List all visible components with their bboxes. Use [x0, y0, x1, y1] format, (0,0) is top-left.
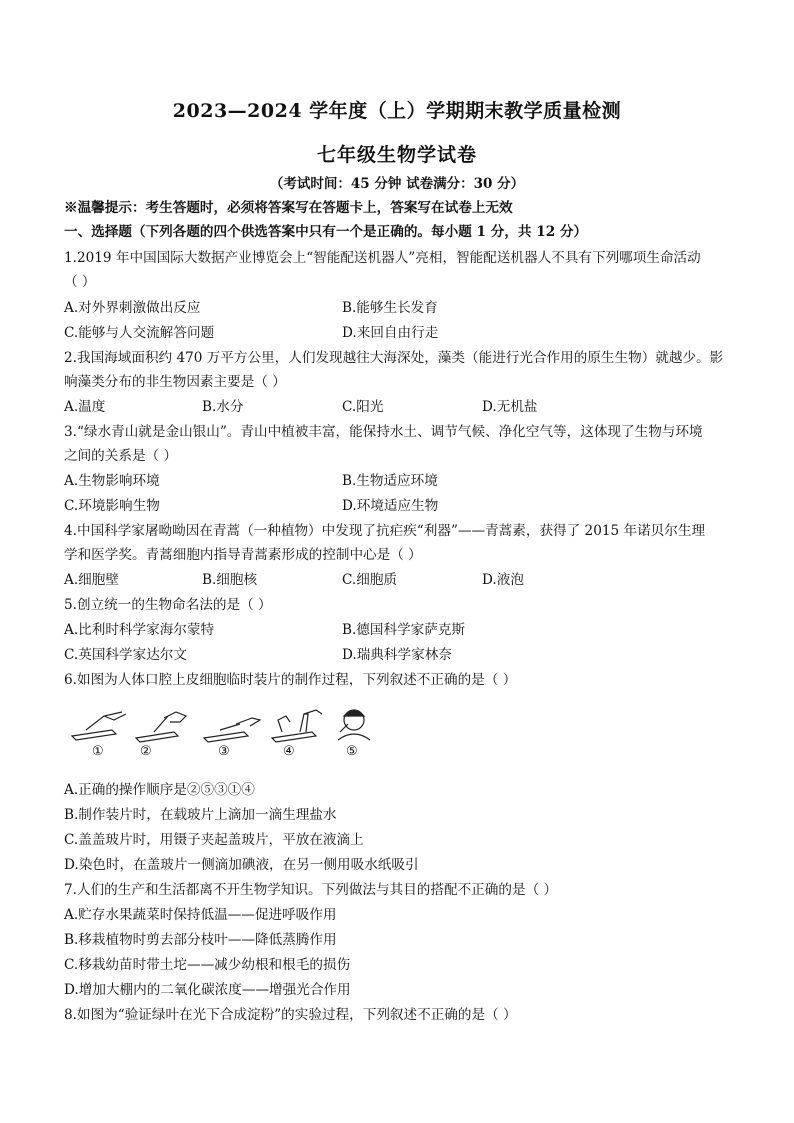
q2-option-c: C.阳光 [342, 399, 384, 415]
question-4-line-2: 学和医学奖。青蒿细胞内指导青蒿素形成的控制中心是（ ） [64, 547, 422, 563]
q3-option-c: C.环境影响生物 [64, 498, 160, 514]
q5-option-a: A.比利时科学家海尔蒙特 [64, 622, 215, 638]
question-1-line-2: （ ） [64, 274, 96, 290]
question-7-line-1: 7.人们的生产和生活都离不开生物学知识。下列做法与其目的搭配不正确的是（ ） [64, 882, 558, 898]
q7-option-c: C.移栽幼苗时带土坨——减少幼根和根毛的损伤 [64, 957, 351, 973]
step-1-drawing [72, 712, 126, 740]
step-4-drawing [272, 710, 322, 742]
q6-option-d: D.染色时，在盖玻片一侧滴加碘液，在另一侧用吸水纸吸引 [64, 857, 419, 873]
exam-title: 2023—2024 学年度（上）学期期末教学质量检测 [172, 100, 622, 122]
q7-option-a: A.贮存水果蔬菜时保持低温——促进呼吸作用 [64, 907, 337, 923]
figure-label-4: ④ [283, 744, 295, 759]
q4-option-c: C.细胞质 [342, 572, 398, 588]
figure-label-5: ⑤ [346, 744, 358, 759]
step-2-drawing [136, 712, 186, 742]
step-3-drawing [204, 718, 260, 742]
figure-label-2: ② [140, 744, 152, 759]
question-3-line-1: 3.“绿水青山就是金山银山”。青山中植被丰富，能保持水土、调节气候、净化空气等，这体现了生物与环境 [64, 424, 703, 440]
section-heading: 一、选择题（下列各题的四个供选答案中只有一个是正确的。每小题 1 分，共 12 分） [64, 224, 588, 240]
q4-option-b: B.细胞核 [202, 572, 258, 588]
q6-option-c: C.盖盖玻片时，用镊子夹起盖玻片，平放在液滴上 [64, 832, 364, 848]
question-4-line-1: 4.中国科学家屠呦呦因在青蒿（一种植物）中发现了抗疟疾“利器”——青蒿素，获得了 2015 年诺贝尔生理 [64, 523, 706, 539]
q6-option-b: B.制作装片时，在载玻片上滴加一滴生理盐水 [64, 807, 337, 823]
question-8-line-1: 8.如图为“验证绿叶在光下合成淀粉”的实验过程，下列叙述不正确的是（ ） [64, 1007, 517, 1023]
q4-option-d: D.液泡 [482, 572, 524, 588]
q1-option-d: D.来回自由行走 [342, 325, 439, 341]
exam-subtitle: 七年级生物学试卷 [316, 144, 477, 166]
figure-label-1: ① [92, 744, 104, 759]
q5-option-c: C.英国科学家达尔文 [64, 647, 187, 663]
q5-option-b: B.德国科学家萨克斯 [342, 622, 466, 638]
question-1-line-1: 1.2019 年中国国际大数据产业博览会上“智能配送机器人”亮相，智能配送机器人不具有下列哪项生命活动 [64, 250, 701, 266]
q6-option-a: A.正确的操作顺序是②⑤③①④ [64, 782, 255, 798]
q5-option-d: D.瑞典科学家林奈 [342, 647, 452, 663]
q2-option-a: A.温度 [64, 399, 106, 415]
notice: ※温馨提示：考生答题时，必须将答案写在答题卡上，答案写在试卷上无效 [64, 200, 513, 216]
q3-option-a: A.生物影响环境 [64, 473, 160, 489]
question-6-line-1: 6.如图为人体口腔上皮细胞临时装片的制作过程，下列叙述不正确的是（ ） [64, 672, 517, 688]
question-5-line-1: 5.创立统一的生物命名法的是（ ） [64, 597, 272, 613]
q7-option-b: B.移栽植物时剪去部分枝叶——降低蒸腾作用 [64, 932, 337, 948]
question-3-line-2: 之间的关系是（ ） [64, 448, 178, 464]
q3-option-d: D.环境适应生物 [342, 498, 439, 514]
q3-option-b: B.生物适应环境 [342, 473, 438, 489]
q7-option-d: D.增加大棚内的二氧化碳浓度——增强光合作用 [64, 982, 351, 998]
q2-option-d: D.无机盐 [482, 399, 538, 415]
q4-option-a: A.细胞壁 [64, 572, 119, 588]
question-2-line-2: 响藻类分布的非生物因素主要是（ ） [64, 374, 286, 390]
q2-option-b: B.水分 [202, 399, 244, 415]
step-5-drawing [338, 710, 370, 740]
question-2-line-1: 2.我国海域面积约 470 万平方公里，人们发现越往大海深处，藻类（能进行光合作用的原生生物）就越少。影 [64, 350, 724, 366]
slide-preparation-drawings [64, 706, 384, 746]
figure-label-3: ③ [218, 744, 230, 759]
q1-option-b: B.能够生长发育 [342, 300, 438, 316]
q1-option-c: C.能够与人交流解答问题 [64, 325, 215, 341]
exam-info: （考试时间：45 分钟 试卷满分：30 分） [269, 176, 525, 192]
q1-option-a: A.对外界刺激做出反应 [64, 300, 201, 316]
